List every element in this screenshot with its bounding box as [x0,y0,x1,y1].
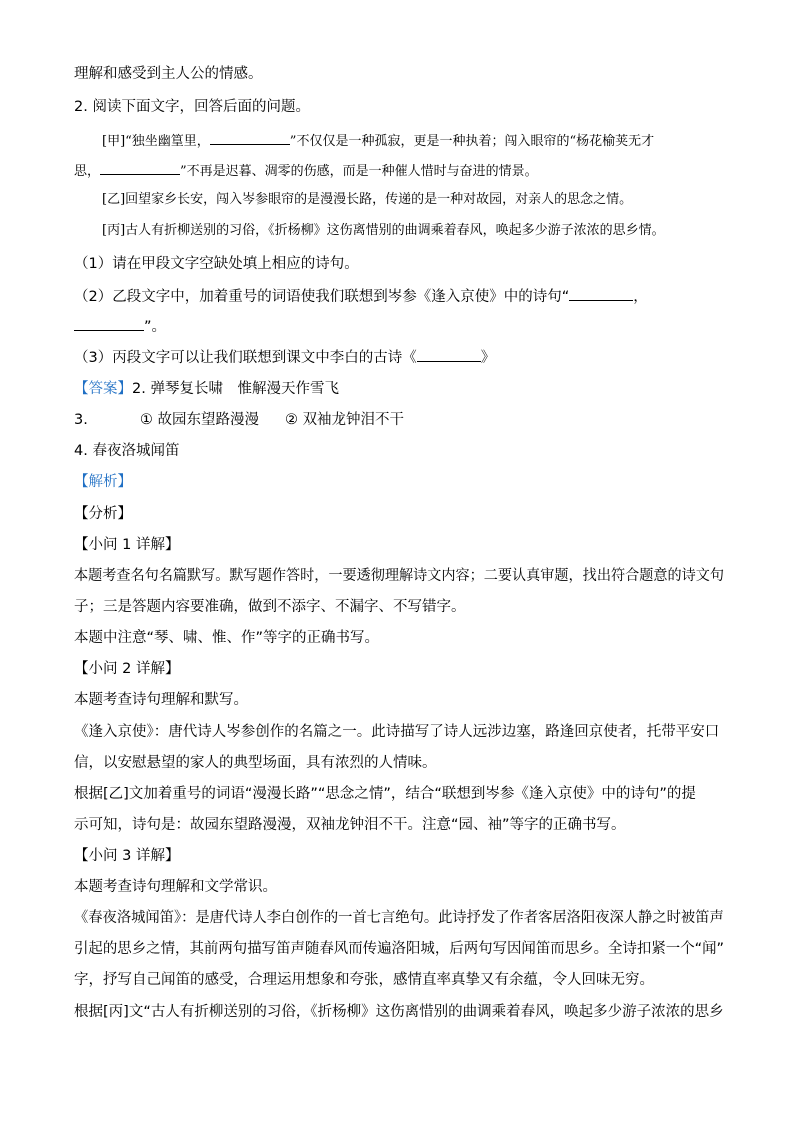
fill-blank [210,130,290,145]
answer-3-part-2: 双袖龙钟泪不干 [302,412,405,428]
answer-2: 2. 弹琴复长啸 惟解漫天作雪飞 [132,381,339,397]
paragraph-line: 信，以安慰悬望的家人的典型场面，具有浓烈的人情味。 [74,755,437,771]
sub-question-2-comma: ， [633,289,648,305]
sub-question-2-cont [74,316,166,337]
circled-2: ② [284,412,298,428]
fill-blank [569,286,633,301]
sub-question-3-text: （3）丙段文字可以让我们联想到课文中李白的古诗《 [74,350,417,366]
passage-jia-line-2 [74,160,538,182]
passage-yi: [乙]回望家乡长安，闯入岑参眼帘的是漫漫长路，传递的是一种对故园，对亲人的思念之情。 [102,192,633,207]
sub-question-2-end: ”。 [144,319,167,335]
paragraph-line: 根据[丙]文“古人有折柳送别的习俗，《折杨柳》这伤离惜别的曲调乘着春风，唤起多少游子浓浓的思乡 [74,1004,724,1020]
passage-bing: [丙]古人有折柳送别的习俗，《折杨柳》这伤离惜别的曲调乘着春风，唤起多少游子浓浓的思乡情。 [102,223,665,238]
answer-tag: 【答案】 [74,381,132,397]
paragraph-line: 本题考查诗句理解和默写。 [74,692,248,708]
passage-jia-text: ”不再是迟暮、凋零的伤感，而是一种催人惜时与奋进的情景。 [180,164,538,179]
analysis-tag: 【解析】 [74,474,132,490]
paragraph-line: 本题中注意“琴、啸、惟、作”等字的正确书写。 [74,630,380,646]
passage-jia-text: ”不仅仅是一种孤寂，更是一种执着；闯入眼帘的“杨花榆荚无才 [289,134,655,149]
paragraph-line: 根据[乙]文加着重号的词语“漫漫长路”“思念之情”，结合“联想到岑参《逢入京使》中的诗句”的提 [74,786,696,802]
sub-2-heading: 【小问 2 详解】 [74,661,180,677]
sub-question-1: （1）请在甲段文字空缺处填上相应的诗句。 [74,256,359,272]
answer-line [74,379,339,399]
paragraph-line: 本题考查诗句理解和文学常识。 [74,879,277,895]
answer-3 [74,410,404,430]
sub-1-heading: 【小问 1 详解】 [74,537,180,553]
circled-1: ① [139,412,153,428]
passage-jia-text: 思， [74,164,101,179]
answer-3-part-1: 故园东望路漫漫 [157,412,259,428]
sub-3-heading: 【小问 3 详解】 [74,848,180,864]
answer-4: 4. 春夜洛城闻笛 [74,443,180,459]
text-line: 理解和感受到主人公的情感。 [74,66,263,82]
paragraph-line: 字，抒写自己闻笛的感受，合理运用想象和夸张，感情直率真挚又有余蕴，令人回味无穷。 [74,972,654,988]
sub-question-3 [74,347,495,368]
paragraph-line: 本题考查名句名篇默写。默写题作答时，一要透彻理解诗文内容；二要认真审题，找出符合题意的诗文句 [74,568,724,584]
paragraph-line: 《逢入京使》：唐代诗人岑参创作的名篇之一。此诗描写了诗人远涉边塞，路逢回京使者，托带平安口 [74,724,720,740]
paragraph-line: 《春夜洛城闻笛》：是唐代诗人李白创作的一首七言绝句。此诗抒发了作者客居洛阳夜深人静之时被笛声 [74,910,724,926]
fenxi-heading: 【分析】 [74,506,132,522]
passage-jia-line-1 [102,130,654,152]
passage-jia-text: [甲]“独坐幽篁里， [102,134,210,149]
paragraph-line: 引起的思乡之情，其前两句描写笛声随春风而传遍洛阳城，后两句写因闻笛而思乡。全诗扣紧一个“闻” [74,941,725,957]
sub-question-2-text: （2）乙段文字中，加着重号的词语使我们联想到岑参《逢入京使》中的诗句“ [74,289,570,305]
paragraph-line: 子；三是答题内容要准确，做到不添字、不漏字、不写错字。 [74,599,466,615]
question-2-title: 2. 阅读下面文字，回答后面的问题。 [74,99,310,115]
fill-blank [74,316,144,331]
fill-blank [100,160,180,175]
answer-3-number: 3. [74,412,88,428]
paragraph-line: 示可知，诗句是：故园东望路漫漫，双袖龙钟泪不干。注意“园、袖”等字的正确书写。 [74,817,626,833]
sub-question-3-end: 》 [480,350,496,366]
fill-blank [417,347,481,362]
sub-question-2 [74,286,648,307]
